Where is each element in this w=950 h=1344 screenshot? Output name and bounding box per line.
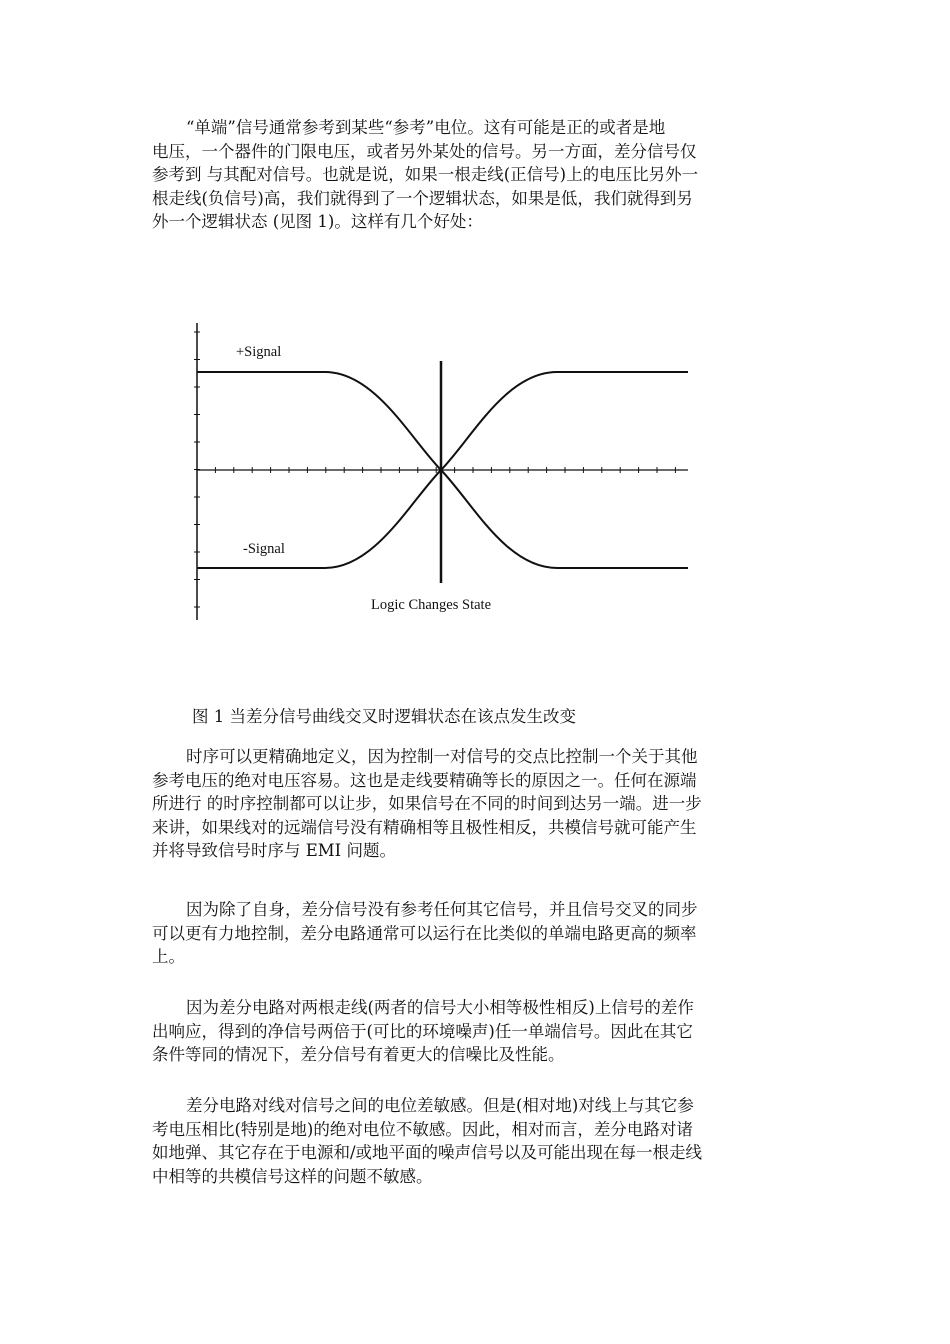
text-line: 参考到 与其配对信号。也就是说，如果一根走线(正信号)上的电压比另外一 xyxy=(152,165,699,184)
text-line: 差分电路对线对信号之间的电位差敏感。但是(相对地)对线上与其它参 xyxy=(186,1096,694,1115)
paragraph-3 xyxy=(152,898,812,969)
text-line: 根走线(负信号)高，我们就得到了一个逻辑状态，如果是低，我们就得到另 xyxy=(152,188,693,208)
text-line: 出响应，得到的净信号两倍于(可比的环境噪声)任一单端信号。因此在其它 xyxy=(152,1021,693,1041)
text-line: 参考电压的绝对电压容易。这也是走线要精确等长的原因之一。任何在源端 xyxy=(152,770,697,790)
differential-signal-figure xyxy=(190,318,700,628)
paragraph-4 xyxy=(152,996,812,1067)
text-line: 中相等的共模信号这样的问题不敏感。 xyxy=(152,1166,433,1186)
text-line: 时序可以更精确地定义，因为控制一对信号的交点比控制一个关于其他 xyxy=(186,747,698,766)
text-line: 外一个逻辑状态 (见图 1)。这样有几个好处： xyxy=(152,212,483,231)
text-line: 并将导致信号时序与 EMI 问题。 xyxy=(152,841,396,860)
text-line: 电压，一个器件的门限电压，或者另外某处的信号。另一方面，差分信号仅 xyxy=(152,141,697,161)
paragraph-2 xyxy=(152,745,812,863)
text-line: 因为差分电路对两根走线(两者的信号大小相等极性相反)上信号的差作 xyxy=(186,998,694,1017)
paragraph-1 xyxy=(152,116,812,234)
text-line: 如地弹、其它存在于电源和/或地平面的噪声信号以及可能出现在每一根走线 xyxy=(152,1143,703,1162)
text-line: 考电压相比(特别是地)的绝对电位不敏感。因此，相对而言，差分电路对诸 xyxy=(152,1119,693,1139)
text-line: 上。 xyxy=(152,947,185,966)
minus-signal-label: -Signal xyxy=(243,541,285,557)
text-line: “单端”信号通常参考到某些“参考”电位。这有可能是正的或者是地 xyxy=(186,118,666,137)
plus-signal-label: +Signal xyxy=(236,344,282,360)
text-line: 所进行 的时序控制都可以让步，如果信号在不同的时间到达另一端。进一步 xyxy=(152,794,702,813)
text-line: 条件等同的情况下，差分信号有着更大的信噪比及性能。 xyxy=(152,1045,565,1064)
paragraph-5 xyxy=(152,1094,812,1188)
figure-caption: 图 1 当差分信号曲线交叉时逻辑状态在该点发生改变 xyxy=(192,707,576,726)
text-line: 可以更有力地控制，差分电路通常可以运行在比类似的单端电路更高的频率 xyxy=(152,923,697,943)
logic-changes-state-label: Logic Changes State xyxy=(371,597,492,613)
text-line: 因为除了自身，差分信号没有参考任何其它信号，并且信号交叉的同步 xyxy=(186,900,698,919)
text-line: 来讲，如果线对的远端信号没有精确相等且极性相反，共模信号就可能产生 xyxy=(152,817,697,837)
